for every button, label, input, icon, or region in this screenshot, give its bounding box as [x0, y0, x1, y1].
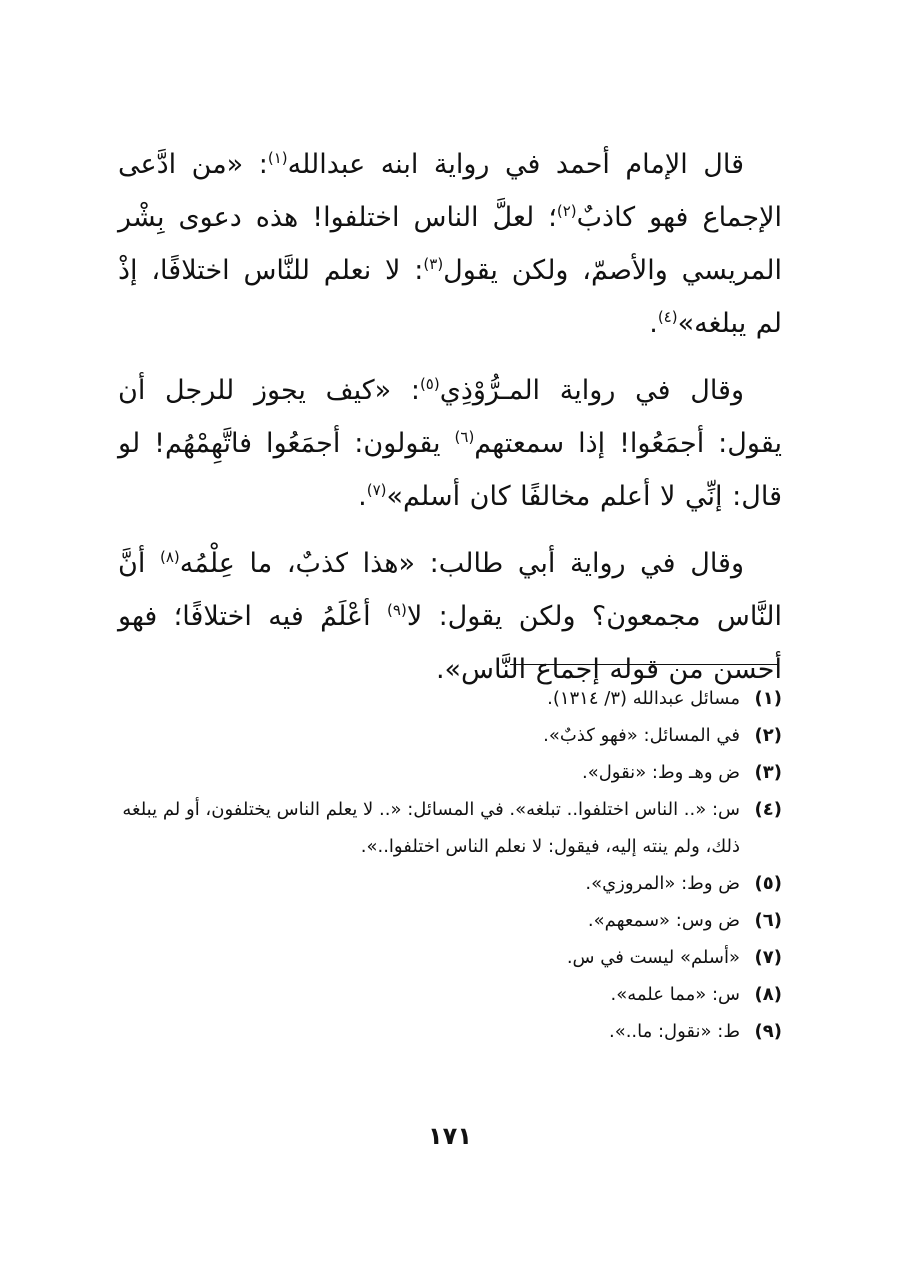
footnote-item	[118, 791, 782, 865]
footnote-item	[118, 865, 782, 902]
footnote-number: (٧)	[754, 947, 782, 968]
paragraph	[118, 138, 782, 350]
footnote-text: في المسائل: «فهو كذبٌ».	[543, 725, 740, 746]
footnote-number: (٥)	[754, 873, 782, 894]
footnote-marker: (٩)	[387, 601, 407, 619]
paragraph	[118, 537, 782, 696]
text-run: أعْلَمُ فيه اختلافًا؛ فهو أحسن من قوله إجماع النَّاس».	[118, 601, 782, 685]
text-run: قال الإمام أحمد في رواية ابنه عبدالله	[287, 149, 744, 180]
footnote-item	[118, 902, 782, 939]
footnote-text: ط: «نقول: ما..».	[608, 1021, 740, 1042]
footnote-separator	[510, 664, 778, 665]
text-run: : «كيف يجوز للرجل أن يقول: أجمَعُوا! إذا سمعتهم	[118, 375, 782, 459]
footnote-marker: (٨)	[159, 548, 180, 566]
text-run: .	[358, 481, 367, 512]
footnote-text: ض وط: «المروزي».	[585, 873, 740, 894]
footnotes-list	[118, 680, 782, 1050]
footnote-text: مسائل عبدالله (٣/ ١٣١٤).	[547, 688, 740, 709]
footnote-marker: (٦)	[454, 428, 475, 446]
footnote-marker: (٥)	[419, 375, 440, 393]
footnote-marker: (٧)	[366, 481, 387, 499]
main-text	[118, 138, 782, 710]
text-run: وقال في رواية أبي طالب: «هذا كذبٌ، ما عِلْمُه	[179, 548, 744, 579]
page-number: ١٧١	[428, 1122, 472, 1150]
footnote-number: (٤)	[754, 799, 782, 820]
text-run: وقال في رواية المـرُّوْذِي	[439, 375, 745, 406]
footnote-marker: (١)	[267, 149, 288, 167]
text-run: يقولون: أجمَعُوا فاتَّهِمْهُم! لو قال: إنِّي لا أعلم مخالفًا كان أسلم»	[118, 428, 782, 512]
footnote-number: (١)	[754, 688, 782, 709]
footnote-number: (٣)	[754, 762, 782, 783]
text-run: : لا نعلم للنَّاس اختلافًا، إذْ لم يبلغه»	[118, 255, 782, 339]
footnote-text: «أسلم» ليست في س.	[566, 947, 740, 968]
footnote-number: (٦)	[754, 910, 782, 931]
footnote-number: (٢)	[754, 725, 782, 746]
footnote-item	[118, 754, 782, 791]
footnote-text: س: «مما علمه».	[610, 984, 740, 1005]
footnote-marker: (٣)	[423, 255, 444, 273]
footnote-text: س: «.. الناس اختلفوا.. تبلغه». في المسائل: «.. لا يعلم الناس يختلفون، أو لم يبلغه ذلك، ولم ينته إليه، فيقول: لا نعلم الناس اختلفوا..».	[122, 799, 740, 857]
paragraph	[118, 364, 782, 523]
footnote-number: (٩)	[754, 1021, 782, 1042]
footnote-text: ض وهـ وط: «نقول».	[581, 762, 740, 783]
footnote-item	[118, 1013, 782, 1050]
footnote-item	[118, 939, 782, 976]
footnote-item	[118, 717, 782, 754]
footnote-item	[118, 680, 782, 717]
text-run: أنَّ النَّاس مجمعون؟ ولكن يقول: لا	[118, 548, 782, 632]
text-run: ؛ لعلَّ الناس اختلفوا! هذه دعوى بِشْر المريسي والأصمّ، ولكن يقول	[118, 202, 782, 286]
footnote-marker: (٤)	[657, 308, 678, 326]
footnote-marker: (٢)	[556, 202, 577, 220]
text-run: : «من ادَّعى الإجماع فهو كاذبٌ	[118, 149, 782, 233]
footnote-number: (٨)	[754, 984, 782, 1005]
text-run: .	[649, 308, 658, 339]
footnote-item	[118, 976, 782, 1013]
footnote-text: ض وس: «سمعهم».	[587, 910, 740, 931]
